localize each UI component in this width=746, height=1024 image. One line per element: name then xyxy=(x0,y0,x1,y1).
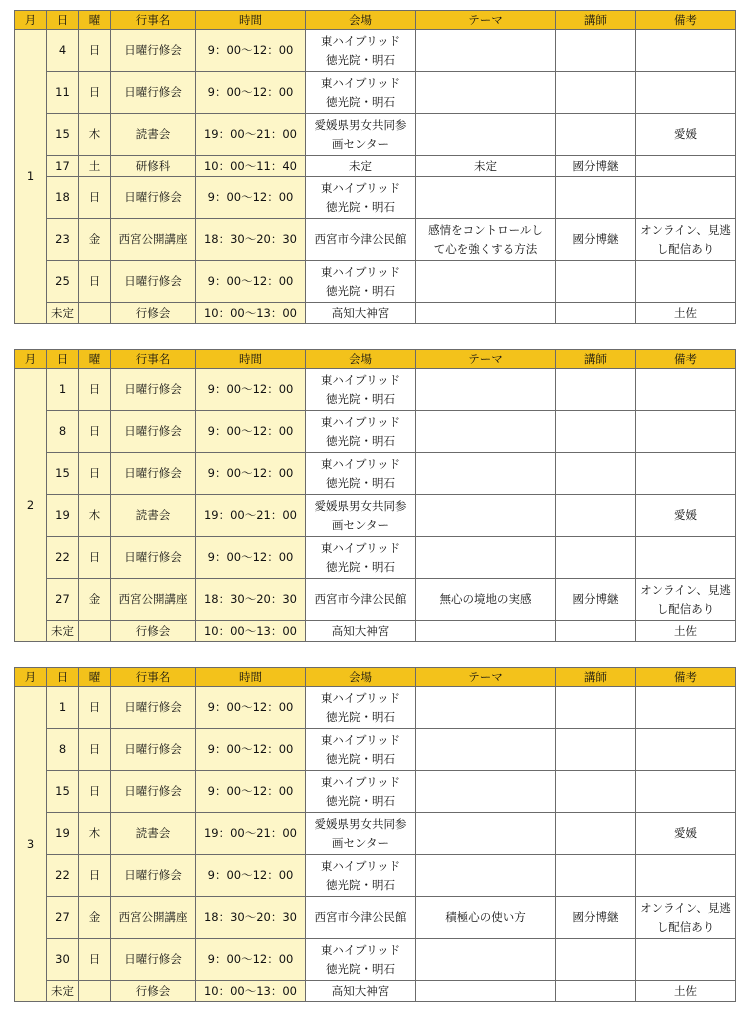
day-cell: 15 xyxy=(47,771,79,813)
theme-cell xyxy=(416,897,556,939)
table-row xyxy=(15,621,736,642)
weekday-cell: 土 xyxy=(79,156,111,177)
weekday-cell: 金 xyxy=(79,219,111,261)
event-cell: 日曜行修会 xyxy=(111,939,196,981)
note-line: 愛媛 xyxy=(674,508,697,522)
venue-line: 徳光院・明石 xyxy=(326,559,395,574)
table-row xyxy=(15,939,736,981)
theme-cell xyxy=(416,729,556,771)
day-cell: 15 xyxy=(47,453,79,495)
note-line: オンライン、見逃 xyxy=(640,900,731,915)
header-theme: テーマ xyxy=(416,668,556,687)
header-time: 時間 xyxy=(196,11,306,30)
event-cell: 日曜行修会 xyxy=(111,729,196,771)
theme-cell xyxy=(416,453,556,495)
weekday-cell: 日 xyxy=(79,939,111,981)
venue-cell xyxy=(306,114,416,156)
theme-cell xyxy=(416,303,556,324)
instructor-cell xyxy=(556,30,636,72)
venue-cell xyxy=(306,687,416,729)
header-day: 日 xyxy=(47,668,79,687)
note-line: 土佐 xyxy=(674,305,697,320)
note-line: し配信あり xyxy=(656,601,715,616)
weekday-cell: 日 xyxy=(79,30,111,72)
venue-line: 徳光院・明石 xyxy=(326,751,395,766)
event-cell: 日曜行修会 xyxy=(111,687,196,729)
time-cell: 9：00〜12：00 xyxy=(196,453,306,495)
venue-cell xyxy=(306,411,416,453)
venue-line: 徳光院・明石 xyxy=(326,961,395,976)
day-cell: 未定 xyxy=(47,621,79,642)
venue-line: 東ハイブリッド xyxy=(320,264,401,279)
venue-line: 徳光院・明石 xyxy=(326,475,395,490)
venue-cell xyxy=(306,453,416,495)
header-instructor: 講師 xyxy=(556,668,636,687)
note-line: 愛媛 xyxy=(674,826,697,840)
time-cell: 19：00〜21：00 xyxy=(196,114,306,156)
header-row xyxy=(15,668,736,687)
header-instructor: 講師 xyxy=(556,350,636,369)
theme-cell xyxy=(416,855,556,897)
venue-line: 東ハイブリッド xyxy=(320,732,401,747)
table-row xyxy=(15,411,736,453)
venue-cell xyxy=(306,981,416,1002)
weekday-cell: 日 xyxy=(79,537,111,579)
month-table-1 xyxy=(14,10,736,324)
instructor-cell xyxy=(556,495,636,537)
weekday-cell: 日 xyxy=(79,411,111,453)
day-cell: 27 xyxy=(47,579,79,621)
note-cell xyxy=(636,855,736,897)
note-line: 土佐 xyxy=(674,983,697,998)
weekday-cell: 金 xyxy=(79,579,111,621)
time-cell: 9：00〜12：00 xyxy=(196,30,306,72)
event-cell: 読書会 xyxy=(111,813,196,855)
event-cell: 日曜行修会 xyxy=(111,177,196,219)
venue-line: 徳光院・明石 xyxy=(326,433,395,448)
header-event: 行事名 xyxy=(111,11,196,30)
venue-cell xyxy=(306,729,416,771)
day-cell: 27 xyxy=(47,897,79,939)
month-table-2 xyxy=(14,349,736,642)
instructor-cell xyxy=(556,411,636,453)
time-cell: 18：30〜20：30 xyxy=(196,219,306,261)
instructor-cell xyxy=(556,369,636,411)
weekday-cell: 木 xyxy=(79,495,111,537)
weekday-cell xyxy=(79,621,111,642)
header-venue: 会場 xyxy=(306,350,416,369)
time-cell: 10：00〜11：40 xyxy=(196,156,306,177)
table-row xyxy=(15,579,736,621)
month-table-3 xyxy=(14,667,736,1002)
instructor-cell xyxy=(556,177,636,219)
time-cell: 9：00〜12：00 xyxy=(196,177,306,219)
theme-cell xyxy=(416,72,556,114)
table-row xyxy=(15,303,736,324)
instructor-cell xyxy=(556,855,636,897)
event-cell: 日曜行修会 xyxy=(111,453,196,495)
header-venue: 会場 xyxy=(306,11,416,30)
weekday-cell xyxy=(79,981,111,1002)
note-line: 愛媛 xyxy=(674,127,697,141)
weekday-cell: 日 xyxy=(79,369,111,411)
table-row xyxy=(15,981,736,1002)
table-row xyxy=(15,72,736,114)
venue-line: 東ハイブリッド xyxy=(320,180,401,195)
weekday-cell: 木 xyxy=(79,114,111,156)
weekday-cell: 日 xyxy=(79,729,111,771)
event-cell: 日曜行修会 xyxy=(111,72,196,114)
note-cell xyxy=(636,453,736,495)
note-cell xyxy=(636,729,736,771)
venue-line: 徳光院・明石 xyxy=(326,283,395,298)
venue-line: 東ハイブリッド xyxy=(320,774,401,789)
note-cell xyxy=(636,939,736,981)
time-cell: 9：00〜12：00 xyxy=(196,855,306,897)
instructor-cell xyxy=(556,114,636,156)
venue-cell xyxy=(306,369,416,411)
header-instructor: 講師 xyxy=(556,11,636,30)
theme-cell xyxy=(416,981,556,1002)
header-event: 行事名 xyxy=(111,668,196,687)
table-row xyxy=(15,261,736,303)
weekday-cell: 木 xyxy=(79,813,111,855)
venue-cell xyxy=(306,537,416,579)
table-row xyxy=(15,453,736,495)
time-cell: 10：00〜13：00 xyxy=(196,981,306,1002)
note-cell xyxy=(636,579,736,621)
day-cell: 25 xyxy=(47,261,79,303)
instructor-cell xyxy=(556,453,636,495)
theme-cell xyxy=(416,411,556,453)
venue-cell xyxy=(306,177,416,219)
header-weekday: 曜 xyxy=(79,350,111,369)
time-cell: 19：00〜21：00 xyxy=(196,813,306,855)
month-cell: 2 xyxy=(15,369,47,642)
theme-cell xyxy=(416,114,556,156)
theme-cell xyxy=(416,369,556,411)
venue-line: 西宮市今津公民館 xyxy=(314,592,407,606)
venue-line: 高知大神宮 xyxy=(331,305,390,320)
header-event: 行事名 xyxy=(111,350,196,369)
table-row xyxy=(15,729,736,771)
header-note: 備考 xyxy=(636,668,736,687)
note-cell xyxy=(636,261,736,303)
day-cell: 19 xyxy=(47,495,79,537)
instructor-cell xyxy=(556,72,636,114)
theme-cell xyxy=(416,495,556,537)
note-cell xyxy=(636,30,736,72)
day-cell: 23 xyxy=(47,219,79,261)
venue-line: 徳光院・明石 xyxy=(326,391,395,406)
weekday-cell: 日 xyxy=(79,453,111,495)
instructor-cell xyxy=(556,939,636,981)
venue-line: 未定 xyxy=(349,158,372,173)
event-cell: 日曜行修会 xyxy=(111,369,196,411)
header-theme: テーマ xyxy=(416,11,556,30)
note-cell xyxy=(636,72,736,114)
note-cell xyxy=(636,495,736,537)
venue-line: 東ハイブリッド xyxy=(320,33,401,48)
event-cell: 日曜行修会 xyxy=(111,261,196,303)
note-line: オンライン、見逃 xyxy=(640,582,731,597)
venue-cell xyxy=(306,855,416,897)
venue-line: 徳光院・明石 xyxy=(326,877,395,892)
time-cell: 9：00〜12：00 xyxy=(196,72,306,114)
month-cell: 3 xyxy=(15,687,47,1002)
event-cell: 研修科 xyxy=(111,156,196,177)
time-cell: 9：00〜12：00 xyxy=(196,411,306,453)
note-cell xyxy=(636,369,736,411)
venue-line: 画センター xyxy=(331,136,390,151)
venue-cell xyxy=(306,579,416,621)
header-time: 時間 xyxy=(196,350,306,369)
venue-line: 愛媛県男女共同参 xyxy=(314,498,407,513)
weekday-cell: 日 xyxy=(79,771,111,813)
weekday-cell xyxy=(79,303,111,324)
theme-cell xyxy=(416,771,556,813)
table-row xyxy=(15,855,736,897)
time-cell: 19：00〜21：00 xyxy=(196,495,306,537)
table-row xyxy=(15,771,736,813)
table-row xyxy=(15,177,736,219)
event-cell: 読書会 xyxy=(111,495,196,537)
day-cell: 1 xyxy=(47,687,79,729)
theme-line: て心を強くする方法 xyxy=(433,241,538,256)
table-row xyxy=(15,114,736,156)
venue-line: 東ハイブリッド xyxy=(320,690,401,705)
venue-cell xyxy=(306,303,416,324)
time-cell: 18：30〜20：30 xyxy=(196,579,306,621)
note-cell xyxy=(636,114,736,156)
instructor-cell xyxy=(556,729,636,771)
theme-cell xyxy=(416,813,556,855)
theme-cell xyxy=(416,687,556,729)
instructor-cell xyxy=(556,981,636,1002)
note-line: 土佐 xyxy=(674,623,697,638)
header-day: 日 xyxy=(47,350,79,369)
note-cell xyxy=(636,687,736,729)
header-theme: テーマ xyxy=(416,350,556,369)
instructor-cell xyxy=(556,771,636,813)
day-cell: 未定 xyxy=(47,981,79,1002)
table-row xyxy=(15,30,736,72)
time-cell: 9：00〜12：00 xyxy=(196,369,306,411)
day-cell: 4 xyxy=(47,30,79,72)
note-cell xyxy=(636,813,736,855)
event-cell: 行修会 xyxy=(111,303,196,324)
event-cell: 行修会 xyxy=(111,981,196,1002)
venue-cell xyxy=(306,156,416,177)
venue-line: 高知大神宮 xyxy=(331,983,390,998)
event-cell: 西宮公開講座 xyxy=(111,897,196,939)
time-cell: 10：00〜13：00 xyxy=(196,303,306,324)
event-cell: 日曜行修会 xyxy=(111,30,196,72)
table-row xyxy=(15,369,736,411)
header-note: 備考 xyxy=(636,350,736,369)
venue-line: 愛媛県男女共同参 xyxy=(314,117,407,132)
header-row xyxy=(15,11,736,30)
venue-line: 西宮市今津公民館 xyxy=(314,910,407,924)
venue-cell xyxy=(306,495,416,537)
venue-line: 東ハイブリッド xyxy=(320,414,401,429)
venue-line: 高知大神宮 xyxy=(331,623,390,638)
day-cell: 17 xyxy=(47,156,79,177)
event-cell: 西宮公開講座 xyxy=(111,579,196,621)
note-line: し配信あり xyxy=(656,919,715,934)
note-cell xyxy=(636,303,736,324)
event-cell: 日曜行修会 xyxy=(111,771,196,813)
theme-cell xyxy=(416,579,556,621)
time-cell: 10：00〜13：00 xyxy=(196,621,306,642)
note-cell xyxy=(636,411,736,453)
theme-cell xyxy=(416,177,556,219)
venue-cell xyxy=(306,621,416,642)
instructor-cell: 國分博継 xyxy=(556,156,636,177)
note-cell xyxy=(636,537,736,579)
table-row xyxy=(15,813,736,855)
theme-line: 未定 xyxy=(474,158,497,173)
day-cell: 30 xyxy=(47,939,79,981)
day-cell: 22 xyxy=(47,855,79,897)
note-cell xyxy=(636,177,736,219)
note-cell xyxy=(636,156,736,177)
time-cell: 9：00〜12：00 xyxy=(196,687,306,729)
month-cell: 1 xyxy=(15,30,47,324)
theme-line: 無心の境地の実感 xyxy=(439,592,532,606)
theme-cell xyxy=(416,537,556,579)
time-cell: 9：00〜12：00 xyxy=(196,771,306,813)
table-row xyxy=(15,219,736,261)
instructor-cell xyxy=(556,621,636,642)
time-cell: 9：00〜12：00 xyxy=(196,729,306,771)
time-cell: 9：00〜12：00 xyxy=(196,939,306,981)
header-day: 日 xyxy=(47,11,79,30)
weekday-cell: 金 xyxy=(79,897,111,939)
event-cell: 西宮公開講座 xyxy=(111,219,196,261)
event-cell: 読書会 xyxy=(111,114,196,156)
venue-line: 東ハイブリッド xyxy=(320,540,401,555)
event-cell: 行修会 xyxy=(111,621,196,642)
header-note: 備考 xyxy=(636,11,736,30)
header-weekday: 曜 xyxy=(79,668,111,687)
day-cell: 18 xyxy=(47,177,79,219)
theme-line: 感情をコントロールし xyxy=(428,222,543,237)
weekday-cell: 日 xyxy=(79,177,111,219)
theme-cell xyxy=(416,261,556,303)
day-cell: 未定 xyxy=(47,303,79,324)
instructor-cell: 國分博継 xyxy=(556,897,636,939)
note-cell xyxy=(636,897,736,939)
theme-cell xyxy=(416,939,556,981)
venue-cell xyxy=(306,771,416,813)
weekday-cell: 日 xyxy=(79,855,111,897)
header-month: 月 xyxy=(15,350,47,369)
instructor-cell xyxy=(556,261,636,303)
theme-line: 積極心の使い方 xyxy=(445,910,526,924)
header-venue: 会場 xyxy=(306,668,416,687)
instructor-cell: 國分博継 xyxy=(556,219,636,261)
venue-line: 画センター xyxy=(331,517,390,532)
header-month: 月 xyxy=(15,668,47,687)
venue-line: 東ハイブリッド xyxy=(320,372,401,387)
note-cell xyxy=(636,219,736,261)
note-line: オンライン、見逃 xyxy=(640,222,731,237)
note-cell xyxy=(636,771,736,813)
time-cell: 9：00〜12：00 xyxy=(196,537,306,579)
venue-line: 徳光院・明石 xyxy=(326,793,395,808)
venue-cell xyxy=(306,813,416,855)
table-row xyxy=(15,495,736,537)
day-cell: 15 xyxy=(47,114,79,156)
event-cell: 日曜行修会 xyxy=(111,411,196,453)
venue-line: 徳光院・明石 xyxy=(326,709,395,724)
venue-line: 徳光院・明石 xyxy=(326,199,395,214)
table-row xyxy=(15,537,736,579)
event-cell: 日曜行修会 xyxy=(111,537,196,579)
table-row xyxy=(15,897,736,939)
note-cell xyxy=(636,981,736,1002)
day-cell: 1 xyxy=(47,369,79,411)
table-row xyxy=(15,156,736,177)
venue-line: 東ハイブリッド xyxy=(320,75,401,90)
header-row xyxy=(15,350,736,369)
instructor-cell: 國分博継 xyxy=(556,579,636,621)
day-cell: 8 xyxy=(47,729,79,771)
instructor-cell xyxy=(556,303,636,324)
header-month: 月 xyxy=(15,11,47,30)
theme-cell xyxy=(416,621,556,642)
instructor-cell xyxy=(556,687,636,729)
day-cell: 11 xyxy=(47,72,79,114)
table-row xyxy=(15,687,736,729)
header-time: 時間 xyxy=(196,668,306,687)
venue-line: 徳光院・明石 xyxy=(326,52,395,67)
venue-line: 東ハイブリッド xyxy=(320,942,401,957)
theme-cell xyxy=(416,219,556,261)
header-weekday: 曜 xyxy=(79,11,111,30)
venue-cell xyxy=(306,939,416,981)
weekday-cell: 日 xyxy=(79,261,111,303)
venue-line: 徳光院・明石 xyxy=(326,94,395,109)
note-line: し配信あり xyxy=(656,241,715,256)
venue-cell xyxy=(306,30,416,72)
theme-cell xyxy=(416,156,556,177)
day-cell: 8 xyxy=(47,411,79,453)
instructor-cell xyxy=(556,537,636,579)
venue-cell xyxy=(306,219,416,261)
venue-line: 東ハイブリッド xyxy=(320,456,401,471)
venue-line: 愛媛県男女共同参 xyxy=(314,816,407,831)
theme-cell xyxy=(416,30,556,72)
venue-cell xyxy=(306,72,416,114)
venue-line: 画センター xyxy=(331,835,390,850)
venue-cell xyxy=(306,261,416,303)
day-cell: 22 xyxy=(47,537,79,579)
instructor-cell xyxy=(556,813,636,855)
weekday-cell: 日 xyxy=(79,72,111,114)
note-cell xyxy=(636,621,736,642)
day-cell: 19 xyxy=(47,813,79,855)
venue-line: 東ハイブリッド xyxy=(320,858,401,873)
venue-line: 西宮市今津公民館 xyxy=(314,232,407,246)
time-cell: 9：00〜12：00 xyxy=(196,261,306,303)
weekday-cell: 日 xyxy=(79,687,111,729)
time-cell: 18：30〜20：30 xyxy=(196,897,306,939)
event-cell: 日曜行修会 xyxy=(111,855,196,897)
venue-cell xyxy=(306,897,416,939)
